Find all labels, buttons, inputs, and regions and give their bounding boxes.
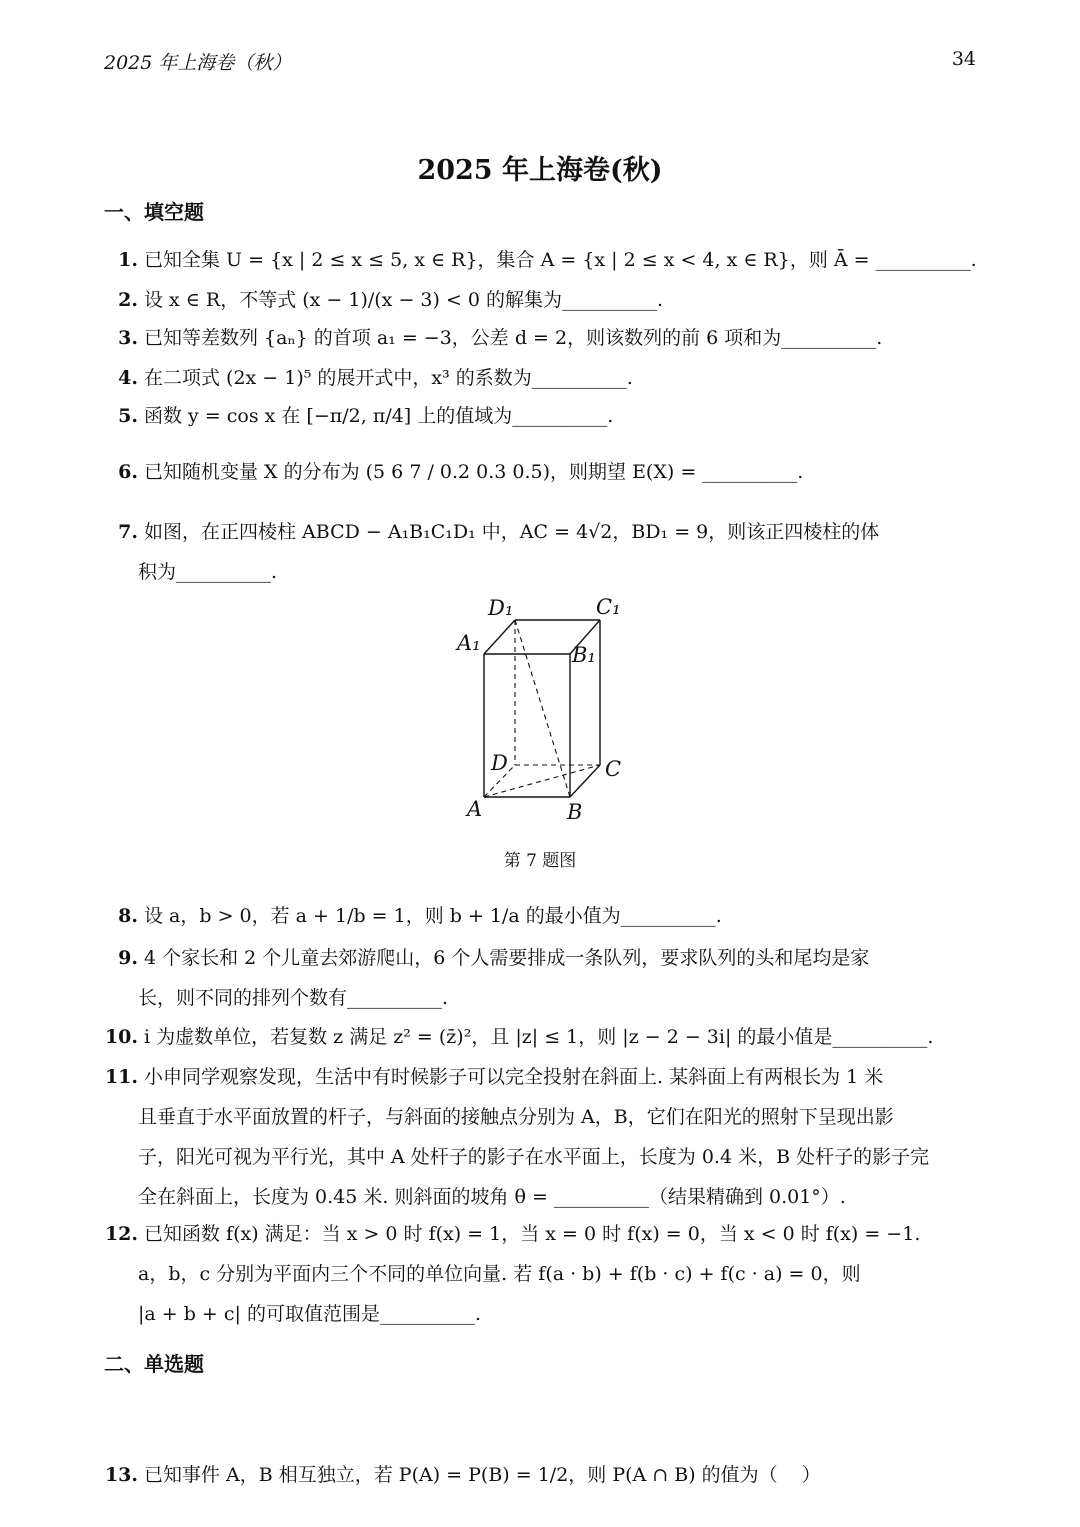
question-text-continued: 且垂直于水平面放置的杆子，与斜面的接触点分别为 A，B，它们在阳光的照射下呈现出影 子，阳光可视为平行光，其中 A 处杆子的影子在水平面上，长度为 0.4 米，B 处杆子的影子完 全在斜面上，长度为 0.45 米. 则斜面的坡角 θ = __________（结果精确到 0.01°）. <box>138 1106 930 1208</box>
question-2: 2. 设 x ∈ R，不等式 (x − 1)/(x − 3) < 0 的解集为__________. <box>118 289 664 311</box>
question-text-continued: 积为__________. <box>138 561 278 583</box>
page-title: 2025 年上海卷(秋) <box>417 155 663 186</box>
question-9: 9. 4 个家长和 2 个儿童去郊游爬山，6 个人需要排成一条队列，要求队列的头和尾均是家 长，则不同的排列个数有__________. <box>104 938 984 1018</box>
label-c: C <box>605 757 622 781</box>
label-a: A <box>467 797 483 821</box>
question-8: 8. 设 a，b > 0，若 a + 1/b = 1，则 b + 1/a 的最小值为__________. <box>118 905 722 927</box>
question-text: 如图，在正四棱柱 ABCD − A₁B₁C₁D₁ 中，AC = 4√2，BD₁ = 9，则该正四棱柱的体 <box>144 521 880 543</box>
question-7: 7. 如图，在正四棱柱 ABCD − A₁B₁C₁D₁ 中，AC = 4√2，BD₁ = 9，则该正四棱柱的体 积为__________. <box>104 512 984 592</box>
label-d: D <box>491 751 508 775</box>
diagonal-bd1 <box>515 620 570 797</box>
label-b1: B₁ <box>572 643 596 667</box>
question-13: 13. 已知事件 A，B 相互独立，若 P(A) = P(B) = 1/2，则 P(A ∩ B) 的值为（ ） <box>104 1464 821 1486</box>
question-6: 6. 已知随机变量 X 的分布为 (5 6 7 / 0.2 0.3 0.5)，则期望 E(X) = __________. <box>118 461 804 483</box>
question-text: 已知随机变量 X 的分布为 (5 6 7 / 0.2 0.3 0.5)，则期望 E(X) = __________. <box>144 461 804 483</box>
question-text-continued: a，b，c 分别为平面内三个不同的单位向量. 若 f(a · b) + f(b · c) + f(c · a) = 0，则 |a + b + c| 的可取值范围是__________. <box>138 1263 861 1325</box>
label-c1: C₁ <box>596 595 621 619</box>
label-b: B <box>567 800 583 824</box>
question-text: 已知等差数列 {aₙ} 的首项 a₁ = −3，公差 d = 2，则该数列的前 6 项和为__________. <box>144 327 883 349</box>
question-4: 4. 在二项式 (2x − 1)⁵ 的展开式中，x³ 的系数为__________. <box>118 367 633 389</box>
question-text: 小申同学观察发现，生活中有时候影子可以完全投射在斜面上. 某斜面上有两根长为 1 米 <box>144 1066 884 1088</box>
question-1: 1. 已知全集 U = {x | 2 ≤ x ≤ 5, x ∈ R}，集合 A = {x | 2 ≤ x < 4, x ∈ R}，则 Ā = __________. <box>118 249 977 271</box>
running-header: 2025 年上海卷（秋） <box>104 52 292 74</box>
figure-caption: 第 7 题图 <box>503 851 577 871</box>
question-text: 设 x ∈ R，不等式 (x − 1)/(x − 3) < 0 的解集为__________. <box>144 289 664 311</box>
question-5: 5. 函数 y = cos x 在 [−π/2, π/4] 上的值域为__________. <box>118 405 614 427</box>
question-11: 11. 小申同学观察发现，生活中有时候影子可以完全投射在斜面上. 某斜面上有两根长为 1 米 且垂直于水平面放置的杆子，与斜面的接触点分别为 A，B，它们在阳光的照射下呈现出影 子，阳光可视为平行光，其中 A 处杆子的影子在水平面上，长度为 0.4 米，B 处杆子的影子完 全在斜面上，长度为 0.45 米. 则斜面的坡角 θ = __________（结果精确到 0.01°）. <box>104 1057 984 1217</box>
question-text: i 为虚数单位，若复数 z 满足 z² = (z̄)²，且 |z| ≤ 1，则 |z − 2 − 3i| 的最小值是__________. <box>144 1026 934 1048</box>
question-text-continued: 长，则不同的排列个数有__________. <box>138 987 449 1009</box>
question-text: 在二项式 (2x − 1)⁵ 的展开式中，x³ 的系数为__________. <box>144 367 633 389</box>
question-text: 设 a，b > 0，若 a + 1/b = 1，则 b + 1/a 的最小值为__________. <box>144 905 722 927</box>
question-12: 12. 已知函数 f(x) 满足：当 x > 0 时 f(x) = 1，当 x = 0 时 f(x) = 0，当 x < 0 时 f(x) = −1. a，b，c 分别为平面内三个不同的单位向量. 若 f(a · b) + f(b · c) + f(c · a) = 0，则 |a + b + c| 的可取值范围是__________. <box>104 1214 984 1334</box>
prism-figure <box>440 590 660 840</box>
edge-bc <box>570 765 600 797</box>
question-text: 函数 y = cos x 在 [−π/2, π/4] 上的值域为__________. <box>144 405 614 427</box>
section-single-choice: 二、单选题 <box>104 1352 204 1376</box>
section-fill-in: 一、填空题 <box>104 200 204 224</box>
question-text: 4 个家长和 2 个儿童去郊游爬山，6 个人需要排成一条队列，要求队列的头和尾均是家 <box>144 947 870 969</box>
question-text: 已知函数 f(x) 满足：当 x > 0 时 f(x) = 1，当 x = 0 时 f(x) = 0，当 x < 0 时 f(x) = −1. <box>144 1223 921 1245</box>
question-text: 已知全集 U = {x | 2 ≤ x ≤ 5, x ∈ R}，集合 A = {x | 2 ≤ x < 4, x ∈ R}，则 Ā = __________. <box>144 249 977 271</box>
page-number: 34 <box>951 48 976 70</box>
question-10: 10. i 为虚数单位，若复数 z 满足 z² = (z̄)²，且 |z| ≤ 1，则 |z − 2 − 3i| 的最小值是__________. <box>104 1026 934 1048</box>
edge-a1d1 <box>484 620 515 654</box>
question-text: 已知事件 A，B 相互独立，若 P(A) = P(B) = 1/2，则 P(A ∩ B) 的值为（ ） <box>144 1464 821 1486</box>
label-d1: D₁ <box>488 596 514 620</box>
label-a1: A₁ <box>457 631 481 655</box>
question-3: 3. 已知等差数列 {aₙ} 的首项 a₁ = −3，公差 d = 2，则该数列的前 6 项和为__________. <box>118 327 883 349</box>
